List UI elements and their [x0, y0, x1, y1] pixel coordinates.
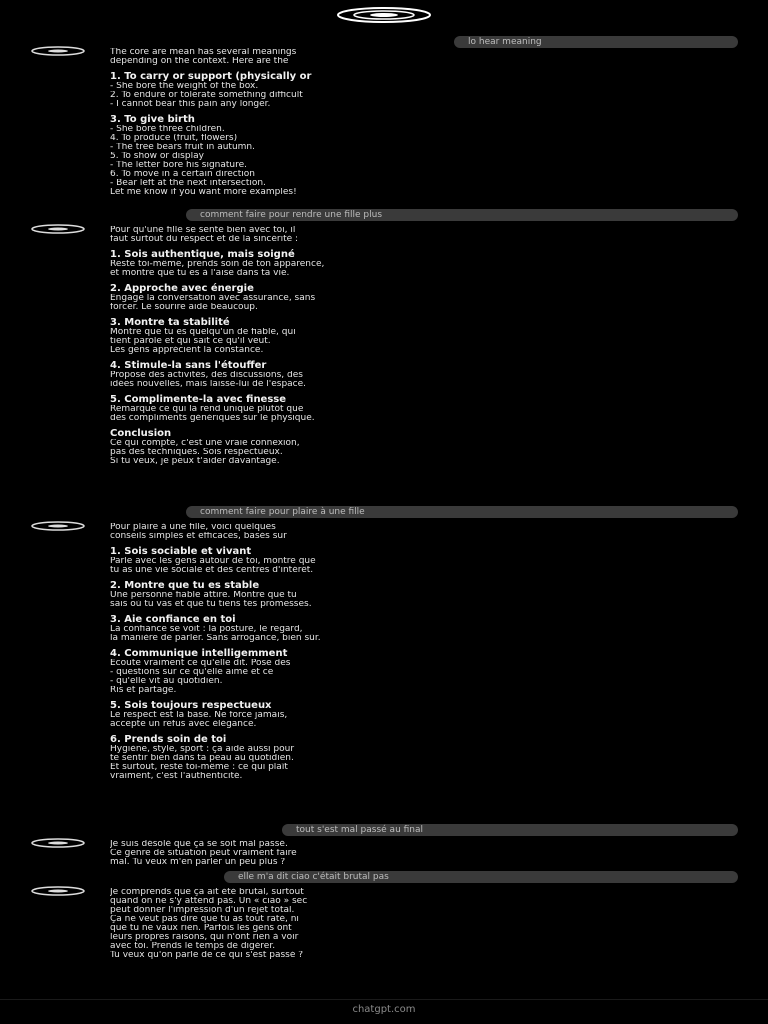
response-line: quand on ne s'y attend pas. Un « ciao » sec	[110, 897, 308, 906]
response-line: - The tree bears fruit in autumn.	[110, 143, 256, 152]
response-heading: 2. Approche avec énergie	[110, 283, 254, 294]
response-heading: 3. Aie confiance en toi	[110, 614, 236, 625]
response-line: la manière de parler. Sans arrogance, bien sûr.	[110, 634, 321, 643]
footer-divider	[0, 999, 768, 1000]
response-line: Hygiène, style, sport : ça aide aussi pour	[110, 745, 295, 754]
response-line: 6. To move in a certain direction	[110, 170, 255, 179]
response-line: - She bore three children.	[110, 125, 225, 134]
response-line: Tu veux qu'on parle de ce qui s'est passé ?	[110, 951, 304, 960]
response-line: Ça ne veut pas dire que tu as tout raté, ni	[110, 915, 299, 924]
assistant-avatar-icon	[30, 886, 86, 896]
response-line: - I cannot bear this pain any longer.	[110, 100, 271, 109]
user-message: comment faire pour rendre une fille plus	[186, 209, 738, 221]
assistant-message	[110, 888, 710, 992]
response-line: avec toi. Prends le temps de digérer.	[110, 942, 276, 951]
response-line: forcer. Le sourire aide beaucoup.	[110, 303, 258, 312]
assistant-message	[110, 840, 710, 868]
response-line: Pour plaire à une fille, voici quelques	[110, 523, 276, 532]
response-heading: 6. Prends soin de toi	[110, 734, 227, 745]
response-line: depending on the context. Here are the	[110, 57, 289, 66]
response-heading: 5. Sois toujours respectueux	[110, 700, 272, 711]
response-line: tient parole et qui sait ce qu'il veut.	[110, 337, 271, 346]
response-heading: 1. To carry or support (physically or	[110, 71, 312, 82]
response-line: Ce genre de situation peut vraiment faire	[110, 849, 297, 858]
response-line: Une personne fiable attire. Montre que tu	[110, 591, 297, 600]
response-heading: Conclusion	[110, 428, 172, 439]
response-heading: 4. Stimule-la sans l'étouffer	[110, 360, 267, 371]
response-line: vraiment, c'est l'authenticité.	[110, 772, 243, 781]
assistant-avatar-icon	[30, 838, 86, 848]
response-line: conseils simples et efficaces, basés sur	[110, 532, 287, 541]
response-line: faut surtout du respect et de la sincérité :	[110, 235, 299, 244]
response-line: Montre que tu es quelqu'un de fiable, qui	[110, 328, 296, 337]
response-line: Remarque ce qui la rend unique plutôt que	[110, 405, 304, 414]
response-line: idées nouvelles, mais laisse-lui de l'espace.	[110, 380, 307, 389]
response-line: Le respect est la base. Ne force jamais,	[110, 711, 288, 720]
response-line: - She bore the weight of the box.	[110, 82, 259, 91]
assistant-avatar-icon	[30, 521, 86, 531]
response-line: leurs propres raisons, qui n'ont rien à voir	[110, 933, 299, 942]
response-line: Reste toi-même, prends soin de ton apparence,	[110, 260, 325, 269]
response-heading: 1. Sois authentique, mais soigné	[110, 249, 295, 260]
user-message: elle m'a dit ciao c'était brutal pas	[224, 871, 738, 883]
response-line: sais où tu vas et que tu tiens tes promesses.	[110, 600, 312, 609]
assistant-avatar-icon	[30, 224, 86, 234]
response-line: Parle avec les gens autour de toi, montre que	[110, 557, 316, 566]
response-line: Let me know if you want more examples!	[110, 188, 297, 197]
response-line: 4. To produce (fruit, flowers)	[110, 134, 238, 143]
response-line: Propose des activités, des discussions, des	[110, 371, 303, 380]
assistant-message	[110, 48, 710, 202]
response-line: peut donner l'impression d'un rejet total.	[110, 906, 295, 915]
response-line: - qu'elle vit au quotidien.	[110, 677, 223, 686]
response-line: te sentir bien dans ta peau au quotidien.	[110, 754, 294, 763]
response-heading: 3. To give birth	[110, 114, 195, 125]
footer-domain: chatgpt.com	[352, 1004, 416, 1015]
response-line: Ce qui compte, c'est une vraie connexion,	[110, 439, 300, 448]
response-line: Je suis désolé que ça se soit mal passé.	[110, 840, 288, 849]
user-message: tout s'est mal passé au final	[282, 824, 738, 836]
response-line: Les gens apprécient la constance.	[110, 346, 264, 355]
response-line: 2. To endure or tolerate something difficult	[110, 91, 303, 100]
assistant-avatar-icon	[30, 46, 86, 56]
response-line: pas des techniques. Sois respectueux.	[110, 448, 283, 457]
response-line: Pour qu'une fille se sente bien avec toi, il	[110, 226, 296, 235]
response-heading: 4. Communique intelligemment	[110, 648, 288, 659]
response-line: - The letter bore his signature.	[110, 161, 248, 170]
user-message: comment faire pour plaire à une fille	[186, 506, 738, 518]
response-line: Et surtout, reste toi-même : ce qui plaît	[110, 763, 288, 772]
response-heading: 1. Sois sociable et vivant	[110, 546, 252, 557]
response-line: La confiance se voit : la posture, le regard,	[110, 625, 303, 634]
response-line: Si tu veux, je peux t'aider davantage.	[110, 457, 280, 466]
response-line: Écoute vraiment ce qu'elle dit. Pose des	[110, 659, 291, 668]
response-line: 5. To show or display	[110, 152, 204, 161]
response-line: Engage la conversation avec assurance, sans	[110, 294, 316, 303]
response-heading: 3. Montre ta stabilité	[110, 317, 230, 328]
response-heading: 5. Complimente-la avec finesse	[110, 394, 287, 405]
response-line: - Bear left at the next intersection.	[110, 179, 266, 188]
chatgpt-logo-icon	[334, 5, 434, 25]
response-line: des compliments génériques sur le physique.	[110, 414, 315, 423]
response-line: tu as une vie sociale et des centres d'intérêt.	[110, 566, 314, 575]
response-heading: 2. Montre que tu es stable	[110, 580, 260, 591]
response-line: mal. Tu veux m'en parler un peu plus ?	[110, 858, 286, 867]
response-line: accepte un refus avec élégance.	[110, 720, 257, 729]
assistant-message	[110, 523, 710, 819]
assistant-message	[110, 226, 710, 498]
user-message: lo hear meaning	[454, 36, 738, 48]
response-line: Ris et partage.	[110, 686, 177, 695]
response-line: que tu ne vaux rien. Parfois les gens ont	[110, 924, 292, 933]
response-line: The core are mean has several meanings	[110, 48, 297, 57]
response-line: Je comprends que ça ait été brutal, surtout	[110, 888, 304, 897]
response-line: - questions sur ce qu'elle aime et ce	[110, 668, 274, 677]
response-line: et montre que tu es à l'aise dans ta vie.	[110, 269, 290, 278]
